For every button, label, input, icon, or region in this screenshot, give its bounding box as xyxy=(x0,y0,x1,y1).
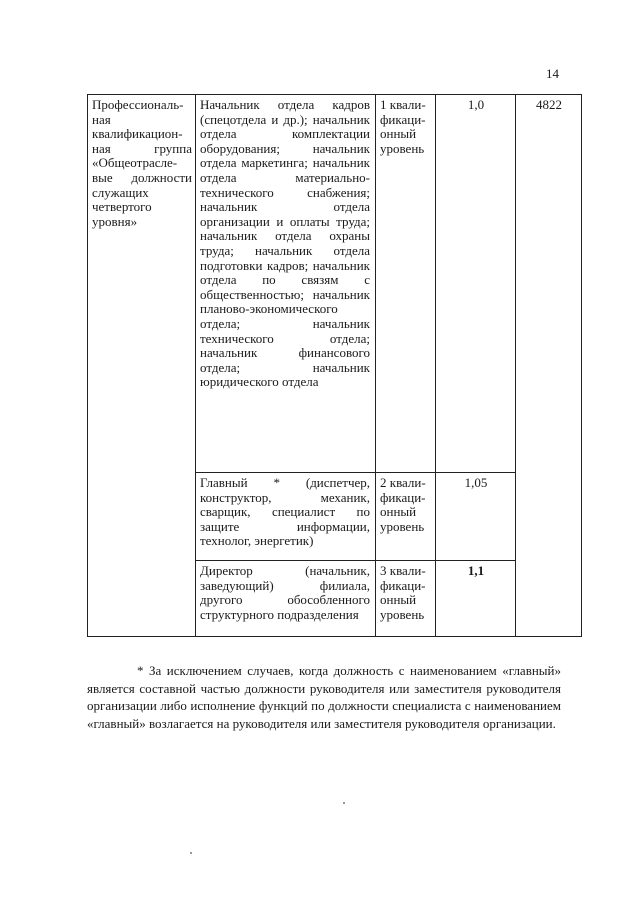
group-name-cell xyxy=(88,95,196,637)
positions-text: Директор (начальник, заведующий) филиала, другого обособленного структурного подразделения xyxy=(200,563,370,622)
coefficient-cell xyxy=(436,473,516,561)
scan-speck xyxy=(343,802,345,804)
positions-text: Начальник отдела кадров (спецотдела и др.); начальник отдела комплектации оборудования; начальник отдела маркетинга; начальник отдела материально-технического снабжения; начальник отдела организации и оплаты труда; начальник отдела охраны труда; начальник отдела подготовки кадров; начальник отдела по связям с общественностью; начальник планово-экономического отдела; начальник технического отдела; начальник финансового отдела; начальник юридического отдела xyxy=(200,97,370,390)
salary-value: 4822 xyxy=(536,97,562,112)
positions-cell xyxy=(196,561,376,637)
footnote: * За исключением случаев, когда должность с наименованием «главный» является составной частью должности руководителя или заместителя руководителя организации либо исполнение функций по должности специалиста с наименованием «главный» возлагается на руководителя или заместителя руководителя организации. xyxy=(87,663,561,731)
coefficient-cell xyxy=(436,561,516,637)
positions-text: Главный * (диспетчер, конструктор, механик, сварщик, специалист по защите информации, технолог, энергетик) xyxy=(200,475,370,549)
table-row xyxy=(88,95,582,473)
page-number: 14 xyxy=(546,66,559,81)
positions-cell xyxy=(196,473,376,561)
salary-cell xyxy=(516,95,582,637)
level-text: 3 квали-фикаци-онный уровень xyxy=(380,563,426,622)
qualification-table xyxy=(87,94,582,637)
level-cell xyxy=(376,95,436,473)
coefficient-cell xyxy=(436,95,516,473)
coefficient-value: 1,05 xyxy=(464,475,488,490)
coefficient-value: 1,0 xyxy=(467,97,485,112)
level-cell xyxy=(376,561,436,637)
level-text: 2 квали-фикаци-онный уровень xyxy=(380,475,426,534)
level-text: 1 квали-фикаци-онный уровень xyxy=(380,97,426,156)
positions-cell xyxy=(196,95,376,473)
level-cell xyxy=(376,473,436,561)
coefficient-value: 1,1 xyxy=(467,563,485,578)
group-name: Профессиональ-ная квалификацион-ная группа «Общеотрасле-вые должности служащих четвертого уровня» xyxy=(92,97,192,229)
scan-speck xyxy=(190,852,192,854)
